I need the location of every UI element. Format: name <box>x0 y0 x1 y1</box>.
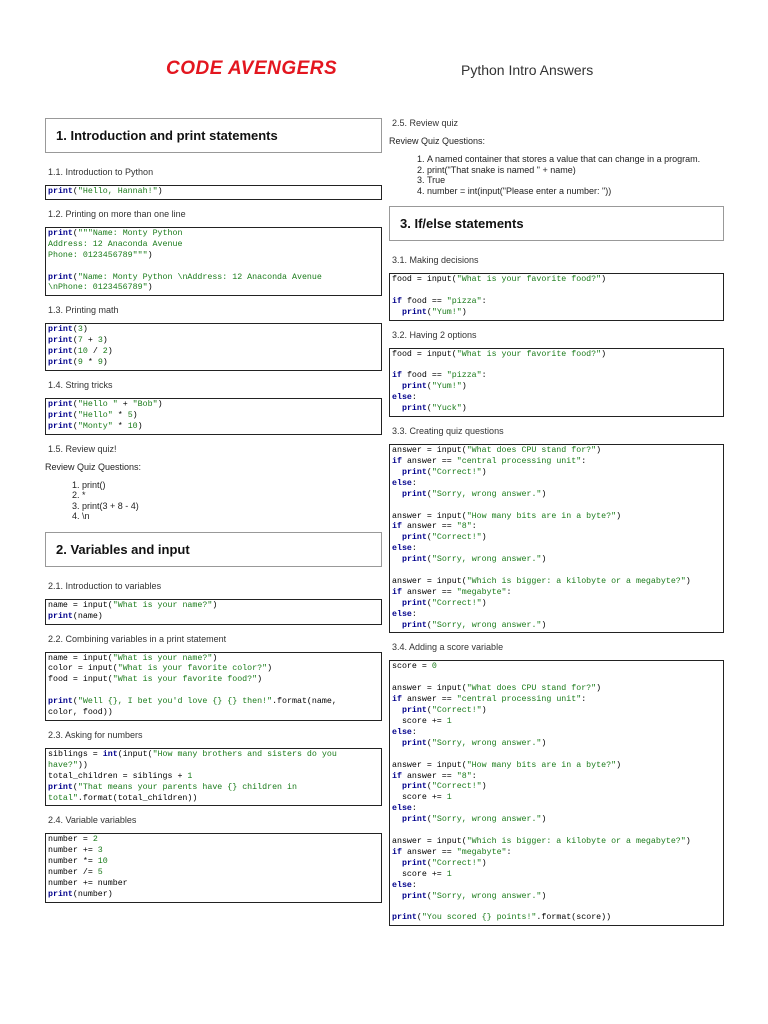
code-token: print <box>48 697 73 707</box>
code-token: "Correct!" <box>431 782 482 792</box>
code-token: .format(name, color, food)) <box>48 697 337 718</box>
code-token: : <box>411 544 417 554</box>
quiz-answer-item: 2. print("That snake is named " + name) <box>427 165 724 176</box>
code-token: print <box>48 228 73 238</box>
code-token: "Name: Monty Python \nAddress: 12 Anaconda Avenue \nPhone: 0123456789" <box>48 272 322 293</box>
code-token: ) <box>461 307 467 317</box>
quiz-answer-item: 3. print(3 + 8 - 4) <box>82 501 382 512</box>
code-token: print <box>48 325 73 335</box>
code-token: .format(score)) <box>536 913 612 923</box>
code-token: "Correct!" <box>431 533 482 543</box>
code-token: "pizza" <box>446 371 482 381</box>
code-token: ( <box>426 555 432 565</box>
quiz-answer-item: 2. * <box>82 490 382 501</box>
code-token: + <box>117 399 133 409</box>
code-token: (name) <box>72 611 103 621</box>
code-token: number = <box>48 835 93 845</box>
subsection-1-4: 1.4. String tricks <box>48 379 113 390</box>
code-token: ( <box>72 358 78 368</box>
code-token: 3 <box>77 325 83 335</box>
code-token: ( <box>426 706 432 716</box>
code-token: ( <box>72 782 78 792</box>
quiz-answer-item: 4. \n <box>82 511 382 522</box>
code-token: "Correct!" <box>431 706 482 716</box>
code-token: ) <box>541 620 547 630</box>
quiz-heading-1: Review Quiz Questions: <box>45 461 142 472</box>
code-token: ) <box>157 399 163 409</box>
code-token: "What is your name?" <box>112 653 213 663</box>
code-token: ) score += <box>401 706 487 726</box>
code-token: print <box>48 421 73 431</box>
code-token: print <box>401 782 427 792</box>
code-token: ) <box>212 600 218 610</box>
code-token: "Bob" <box>132 399 158 409</box>
section-title-variables-input: 2. Variables and input <box>45 532 382 567</box>
code-token: print <box>401 858 427 868</box>
code-token: print <box>401 815 427 825</box>
code-token: print <box>48 336 73 346</box>
code-token: "What does CPU stand for?" <box>466 446 597 456</box>
code-token: answer == <box>401 587 457 597</box>
code-token: "Sorry, wrong answer." <box>431 620 542 630</box>
code-token: : <box>411 804 417 814</box>
subsection-2-5: 2.5. Review quiz <box>392 118 459 128</box>
code-token: else <box>392 478 412 488</box>
code-token: ( <box>72 336 78 346</box>
code-token: )) total_children = siblings + <box>48 760 183 781</box>
code-token: ) answer = input( <box>392 815 547 846</box>
code-token: 2 <box>102 347 108 357</box>
code-token: 10 <box>77 347 88 357</box>
code-token: ) <box>147 250 153 260</box>
code-token: 1 <box>446 869 452 879</box>
code-token: ) <box>481 467 487 477</box>
code-token: ) <box>596 446 602 456</box>
code-token: else <box>392 393 412 403</box>
code-token: ( <box>426 307 432 317</box>
quiz-answer-item: 4. number = int(input("Please enter a number: ")) <box>427 186 724 197</box>
code-token: if <box>392 695 402 705</box>
code-token: print <box>48 399 73 409</box>
code-token: ) <box>157 187 163 196</box>
code-token: print <box>48 890 73 899</box>
code-token: answer = input( <box>392 684 467 694</box>
code-token: ) <box>685 836 691 846</box>
code-token: ) answer = input( <box>392 738 547 770</box>
code-token: ) <box>685 576 691 586</box>
code-token: print <box>401 620 427 630</box>
code-token: 5 <box>127 410 133 420</box>
code-token: 9 <box>77 358 83 368</box>
code-token: print <box>401 533 427 543</box>
code-token: ) answer = input( <box>392 555 547 586</box>
code-token: "pizza" <box>446 296 482 306</box>
code-block-2-1 <box>45 599 382 625</box>
code-token: answer == <box>401 695 457 705</box>
code-token: 3 <box>97 846 103 856</box>
code-token: ) <box>596 684 602 694</box>
code-block-2-2 <box>45 652 382 721</box>
code-token: print <box>401 555 427 565</box>
code-block-1-2 <box>45 227 382 296</box>
code-token: : <box>581 456 587 466</box>
code-token: print <box>401 598 427 608</box>
code-token: ) <box>601 275 607 284</box>
code-token: 1 <box>446 793 452 803</box>
code-token: 5 <box>97 868 103 878</box>
code-token: "megabyte" <box>456 587 507 597</box>
code-token: ) <box>257 675 263 685</box>
code-token: 1 <box>446 717 452 726</box>
code-token: "central processing unit" <box>456 456 582 466</box>
code-token: "Hello " <box>77 399 118 409</box>
quiz-answer-item: 1. print() <box>82 480 382 491</box>
subsection-1-5: 1.5. Review quiz! <box>48 443 117 454</box>
code-token: food = input( <box>392 349 457 359</box>
code-token: : <box>411 393 417 403</box>
code-token: ) score += <box>401 782 487 803</box>
code-token: number += <box>48 846 93 856</box>
code-token: answer == <box>401 522 457 532</box>
code-token: print <box>401 706 427 716</box>
code-token: "8" <box>456 522 472 532</box>
code-token: ( <box>426 815 432 825</box>
code-token: ) <box>461 382 467 392</box>
code-token: : <box>581 695 587 705</box>
code-token: "Correct!" <box>431 858 482 868</box>
code-token: answer = input( <box>392 446 467 456</box>
code-token: "What does CPU stand for?" <box>466 684 597 694</box>
code-token: 10 <box>127 421 138 431</box>
code-block-1-4 <box>45 398 382 435</box>
code-token: print <box>401 382 427 392</box>
code-token: "Monty" <box>77 421 113 431</box>
code-token: answer == <box>401 456 457 466</box>
code-token: "That means your parents have {} children in total" <box>48 782 297 803</box>
quiz-answer-item: 3. True <box>427 175 724 186</box>
code-token: print <box>401 489 427 499</box>
code-token: .format(total_children)) <box>77 793 198 803</box>
code-token: (input( <box>117 749 153 759</box>
code-token: "You scored {} points!" <box>421 913 537 923</box>
subsection-3-2: 3.2. Having 2 options <box>392 329 477 340</box>
code-token: print <box>48 347 73 357</box>
code-token: "Sorry, wrong answer." <box>431 555 542 565</box>
code-token: "What is your favorite food?" <box>456 275 602 284</box>
subsection-2-4: 2.4. Variable variables <box>48 815 137 826</box>
code-token: ( <box>426 891 432 901</box>
code-token: "What is your favorite food?" <box>112 675 258 685</box>
code-token: (number) <box>72 890 113 899</box>
code-token: print <box>48 410 73 420</box>
code-token: "central processing unit" <box>456 695 582 705</box>
code-token: 7 <box>77 336 83 346</box>
code-token: ( <box>426 620 432 630</box>
code-token: : <box>411 478 417 488</box>
code-token: print <box>401 738 427 748</box>
code-token: ) <box>481 598 487 608</box>
subsection-3-1: 3.1. Making decisions <box>392 255 479 265</box>
code-token: 0 <box>431 662 437 672</box>
quiz-answer-item: 1. A named container that stores a value that can change in a program. <box>427 154 724 165</box>
code-token: if <box>392 771 402 781</box>
code-token: "Yum!" <box>431 307 462 317</box>
subsection-1-3: 1.3. Printing math <box>48 305 119 316</box>
code-token: ) score += <box>401 858 487 879</box>
code-token: : <box>411 609 417 619</box>
subsection-1-2: 1.2. Printing on more than one line <box>48 208 186 219</box>
code-token: if <box>392 522 402 532</box>
left-column <box>45 118 382 912</box>
code-token: : <box>481 371 487 381</box>
code-token: "8" <box>456 771 472 781</box>
code-token: ) <box>107 347 113 357</box>
code-token: print <box>48 358 73 368</box>
code-token: "Sorry, wrong answer." <box>431 815 542 825</box>
code-token: "Correct!" <box>431 467 482 477</box>
subsection-3-3: 3.3. Creating quiz questions <box>392 426 504 437</box>
code-token: * <box>112 410 128 420</box>
code-token: "Correct!" <box>431 598 482 608</box>
code-token: ) <box>481 533 487 543</box>
code-block-1-1 <box>45 185 382 200</box>
subsection-1-1: 1.1. Introduction to Python <box>48 167 154 177</box>
code-token: ( <box>72 399 78 409</box>
code-token: food == <box>401 296 447 306</box>
code-token: : <box>471 771 477 781</box>
code-token: "Yuck" <box>431 404 462 414</box>
code-token: : <box>411 880 417 890</box>
code-token: if <box>392 456 402 466</box>
code-token: ( <box>426 598 432 608</box>
code-token: / <box>87 347 103 357</box>
code-token: "Hello" <box>77 410 113 420</box>
code-token: print <box>48 782 73 792</box>
code-token: int <box>102 749 118 759</box>
code-token: print <box>48 611 73 621</box>
code-token: ( <box>72 187 78 196</box>
code-token: number *= <box>48 857 93 867</box>
code-token: ( <box>72 421 78 431</box>
code-block-1-3 <box>45 323 382 371</box>
code-token: print <box>48 187 73 196</box>
quiz-answers-1 <box>45 480 382 522</box>
code-block-3-4 <box>389 660 724 926</box>
code-token: food = input( <box>392 275 457 284</box>
subsection-2-2: 2.2. Combining variables in a print statement <box>48 633 227 644</box>
code-token: 2 <box>92 835 98 845</box>
code-token: ( <box>426 782 432 792</box>
code-token: 1 <box>187 771 193 781</box>
code-token: ) <box>541 891 547 901</box>
code-token: else <box>392 804 412 814</box>
code-token: ( <box>72 228 78 238</box>
code-token: "How many bits are in a byte?" <box>466 511 617 521</box>
code-token: ( <box>426 404 432 414</box>
code-token: siblings = <box>48 749 103 759</box>
code-avengers-logo: CODE AVENGERS <box>166 58 338 79</box>
code-token: print <box>392 913 417 923</box>
code-token: "What is your favorite food?" <box>456 349 602 359</box>
code-token: ( <box>416 913 422 923</box>
quiz-answers-2 <box>389 154 724 196</box>
code-token: "Well {}, I bet you'd love {} {} then!" <box>77 697 273 707</box>
code-token: print <box>48 272 73 282</box>
section-title-if-else: 3. If/else statements <box>389 206 724 241</box>
code-token: + <box>82 336 98 346</box>
code-token: "Which is bigger: a kilobyte or a megabyte?" <box>466 836 686 846</box>
code-token: """Name: Monty Python Address: 12 Anaconda Avenue Phone: 0123456789""" <box>48 228 183 260</box>
code-token: ) <box>616 760 622 770</box>
code-token: ) <box>147 283 153 293</box>
code-token: if <box>392 371 402 381</box>
subsection-2-3: 2.3. Asking for numbers <box>48 729 143 740</box>
code-token: ( <box>426 533 432 543</box>
code-token: number += number <box>48 879 128 889</box>
code-token: ) <box>461 404 467 414</box>
code-token: ) <box>601 349 607 359</box>
subsection-3-4: 3.4. Adding a score variable <box>392 642 504 653</box>
code-token: "Which is bigger: a kilobyte or a megabyte?" <box>466 576 686 586</box>
code-token: "How many brothers and sisters do you have?" <box>48 749 337 770</box>
code-token: : <box>481 296 487 306</box>
code-token: name = input( <box>48 653 113 663</box>
code-token: if <box>392 847 402 857</box>
code-token: if <box>392 587 402 597</box>
subsection-2-1: 2.1. Introduction to variables <box>48 580 162 591</box>
code-token: : <box>506 587 512 597</box>
code-token: print <box>401 467 427 477</box>
code-token: ( <box>72 325 78 335</box>
code-token: "Sorry, wrong answer." <box>431 891 542 901</box>
code-token: : <box>506 847 512 857</box>
code-token: ) <box>616 511 622 521</box>
code-token: ) color = input( <box>48 653 218 674</box>
code-token: ( <box>72 272 78 282</box>
code-block-3-2 <box>389 348 724 417</box>
code-block-3-3 <box>389 444 724 633</box>
code-token: print <box>401 307 427 317</box>
code-token: ) answer = input( <box>392 489 547 521</box>
code-token: ( <box>72 697 78 707</box>
code-token: ( <box>72 347 78 357</box>
code-token: ) <box>137 421 143 431</box>
code-token: 3 <box>97 336 103 346</box>
code-token: "Sorry, wrong answer." <box>431 738 542 748</box>
code-token: else <box>392 544 412 554</box>
code-token: ) <box>102 358 108 368</box>
code-token: print <box>401 891 427 901</box>
code-block-2-4 <box>45 833 382 902</box>
code-token: "Yum!" <box>431 382 462 392</box>
code-token: * <box>112 421 128 431</box>
section-title-intro-print: 1. Introduction and print statements <box>45 118 382 153</box>
code-block-2-3 <box>45 748 382 807</box>
code-token: else <box>392 880 412 890</box>
quiz-heading-2: Review Quiz Questions: <box>389 136 486 146</box>
code-token: "What is your favorite color?" <box>117 664 268 674</box>
code-token: answer == <box>401 771 457 781</box>
document-title: Python Intro Answers <box>461 62 594 78</box>
code-token: 10 <box>97 857 108 867</box>
code-token: answer == <box>401 847 457 857</box>
code-block-3-1 <box>389 273 724 321</box>
code-token: "What is your name?" <box>112 600 213 610</box>
code-token: : <box>411 727 417 737</box>
code-token: "Hello, Hannah!" <box>77 187 158 196</box>
code-token: ) food = input( <box>48 664 273 685</box>
code-token: 9 <box>97 358 103 368</box>
code-token: ( <box>426 738 432 748</box>
code-token: ( <box>426 489 432 499</box>
code-token: ) <box>132 410 138 420</box>
right-column <box>389 118 724 935</box>
code-token: print <box>401 404 427 414</box>
code-token: food == <box>401 371 447 381</box>
code-token: score = <box>392 662 432 672</box>
code-token: if <box>392 296 402 306</box>
code-token: ( <box>426 858 432 868</box>
code-token: ) <box>102 336 108 346</box>
code-token: ( <box>426 382 432 392</box>
code-token: else <box>392 727 412 737</box>
code-token: name = input( <box>48 600 113 610</box>
code-token: ( <box>72 410 78 420</box>
code-token: : <box>471 522 477 532</box>
code-token: * <box>82 358 98 368</box>
code-token: else <box>392 609 412 619</box>
code-token: ) <box>82 325 88 335</box>
code-token: "Sorry, wrong answer." <box>431 489 542 499</box>
code-token: ( <box>426 467 432 477</box>
code-token: number /= <box>48 868 93 878</box>
code-token: "megabyte" <box>456 847 507 857</box>
code-token: "How many bits are in a byte?" <box>466 760 617 770</box>
